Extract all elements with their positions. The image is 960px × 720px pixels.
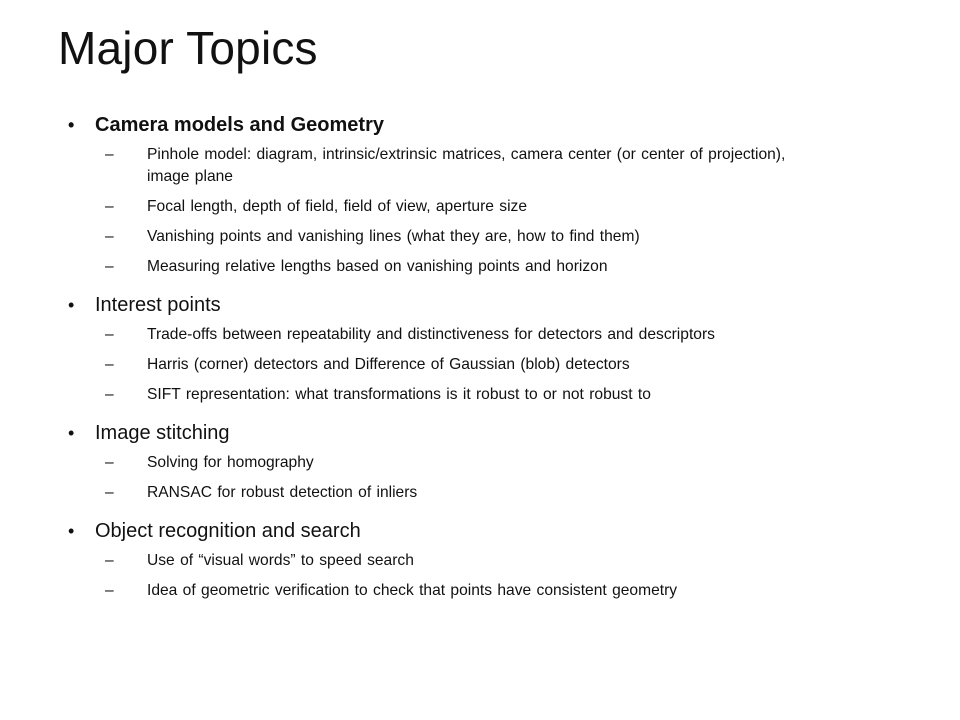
subtopic-text: Measuring relative lengths based on vanishing points and horizon xyxy=(147,258,608,275)
subtopic-item xyxy=(68,482,827,504)
subtopic-text: RANSAC for robust detection of inliers xyxy=(147,484,418,501)
subtopic-text: Trade-offs between repeatability and distinctiveness for detectors and descriptors xyxy=(147,326,715,343)
dash-icon: – xyxy=(105,386,114,403)
topic-heading-text: Object recognition and search xyxy=(95,520,361,542)
dash-icon: – xyxy=(105,198,114,215)
dash-icon: – xyxy=(105,484,114,501)
subtopic-item xyxy=(68,354,827,376)
subtopic-item xyxy=(68,196,827,218)
dash-icon: – xyxy=(105,228,114,245)
subtopic-list xyxy=(68,144,928,278)
bullet-icon: • xyxy=(68,115,75,135)
subtopic-text: Idea of geometric verification to check that points have consistent geometry xyxy=(147,582,678,599)
bullet-icon: • xyxy=(68,295,75,315)
topic-image-stitching xyxy=(68,418,928,504)
dash-icon: – xyxy=(105,454,114,471)
topic-camera-models xyxy=(68,110,928,278)
subtopic-list xyxy=(68,452,928,504)
subtopic-item xyxy=(68,144,827,188)
topic-heading xyxy=(68,110,928,140)
subtopic-item xyxy=(68,256,827,278)
subtopic-text: Use of “visual words” to speed search xyxy=(147,552,414,569)
subtopic-text: SIFT representation: what transformations is it robust to or not robust to xyxy=(147,386,651,403)
topic-heading xyxy=(68,290,928,320)
dash-icon: – xyxy=(105,582,114,599)
topic-list xyxy=(68,110,928,614)
topic-heading-text: Interest points xyxy=(95,294,221,316)
dash-icon: – xyxy=(105,552,114,569)
subtopic-list xyxy=(68,324,928,406)
topic-object-recognition xyxy=(68,516,928,602)
subtopic-text: Solving for homography xyxy=(147,454,314,471)
bullet-icon: • xyxy=(68,521,75,541)
bullet-icon: • xyxy=(68,423,75,443)
slide-title: Major Topics xyxy=(58,22,318,74)
topic-heading-text: Camera models and Geometry xyxy=(95,114,384,136)
subtopic-text: Harris (corner) detectors and Difference of Gaussian (blob) detectors xyxy=(147,356,630,373)
subtopic-text: Pinhole model: diagram, intrinsic/extrinsic matrices, camera center (or center of projection), image plane xyxy=(147,146,786,185)
dash-icon: – xyxy=(105,326,114,343)
dash-icon: – xyxy=(105,258,114,275)
subtopic-item xyxy=(68,384,827,406)
dash-icon: – xyxy=(105,356,114,373)
subtopic-item xyxy=(68,550,827,572)
subtopic-item xyxy=(68,580,827,602)
topic-heading-text: Image stitching xyxy=(95,422,230,444)
dash-icon: – xyxy=(105,146,114,163)
subtopic-item xyxy=(68,452,827,474)
subtopic-item xyxy=(68,324,827,346)
subtopic-text: Focal length, depth of field, field of view, aperture size xyxy=(147,198,527,215)
subtopic-item xyxy=(68,226,827,248)
topic-interest-points xyxy=(68,290,928,406)
subtopic-list xyxy=(68,550,928,602)
subtopic-text: Vanishing points and vanishing lines (what they are, how to find them) xyxy=(147,228,640,245)
topic-heading xyxy=(68,418,928,448)
topic-heading xyxy=(68,516,928,546)
